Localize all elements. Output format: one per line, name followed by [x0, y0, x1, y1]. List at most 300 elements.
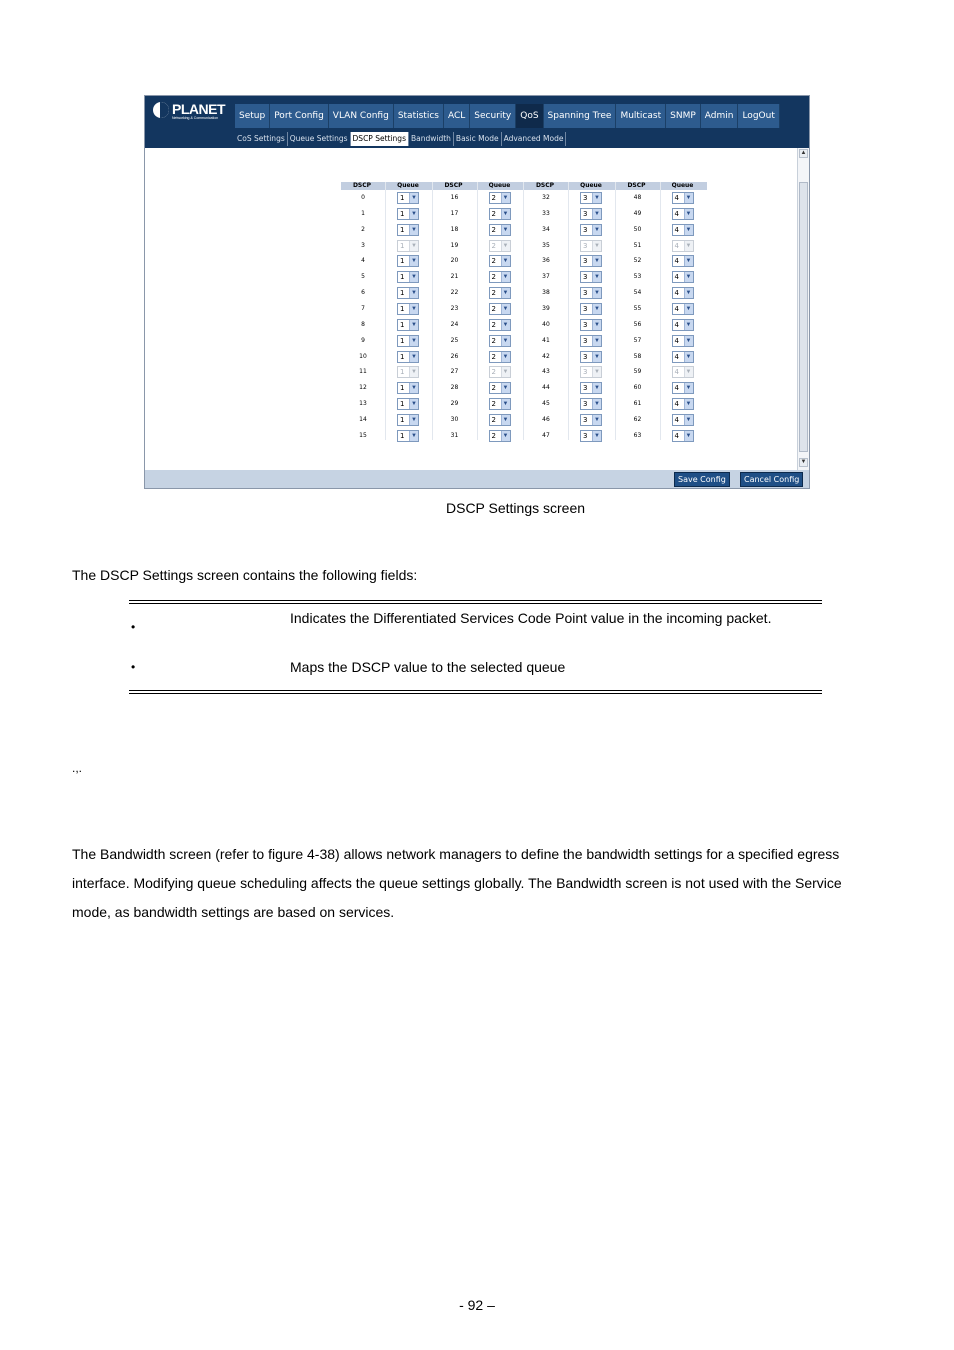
- dscp-value: 20: [450, 257, 459, 265]
- field-description: Maps the DSCP value to the selected queue: [290, 659, 566, 675]
- queue-select[interactable]: [580, 430, 602, 442]
- queue-select[interactable]: [397, 192, 419, 204]
- queue-select-value: 1: [400, 400, 405, 409]
- queue-select-value: 2: [491, 209, 496, 218]
- queue-select-value: 3: [583, 273, 588, 282]
- queue-select[interactable]: [580, 208, 602, 220]
- tab-advanced-mode[interactable]: Advanced Mode: [502, 132, 567, 146]
- chevron-down-icon: ▼: [592, 256, 601, 266]
- dscp-value: 43: [542, 368, 550, 376]
- dscp-value: 14: [359, 415, 367, 423]
- dscp-value: 60: [633, 384, 642, 392]
- queue-select[interactable]: [580, 224, 602, 236]
- chevron-down-icon: ▼: [501, 431, 510, 441]
- chevron-down-icon: ▼: [592, 288, 601, 298]
- dscp-value: 25: [450, 336, 459, 344]
- chevron-down-icon: ▼: [684, 256, 693, 266]
- queue-select[interactable]: [489, 271, 511, 283]
- chevron-down-icon: ▼: [501, 225, 510, 235]
- dscp-value: 58: [633, 352, 642, 360]
- queue-select[interactable]: [397, 382, 419, 394]
- nav-item-admin[interactable]: Admin: [701, 104, 739, 128]
- queue-select-value: 4: [674, 415, 679, 424]
- queue-select-value: 4: [674, 352, 679, 361]
- chevron-down-icon: ▼: [501, 241, 510, 251]
- main-nav: [235, 104, 780, 128]
- column-divider: [523, 182, 524, 440]
- chevron-down-icon: ▼: [684, 288, 693, 298]
- vertical-scrollbar[interactable]: [797, 148, 809, 470]
- queue-select-value: 2: [491, 320, 496, 329]
- chevron-down-icon: ▼: [592, 336, 601, 346]
- chevron-down-icon: ▼: [501, 272, 510, 282]
- content-area: [145, 148, 797, 470]
- tab-queue-settings[interactable]: Queue Settings: [288, 132, 351, 146]
- queue-select[interactable]: [672, 271, 694, 283]
- queue-select-value: 2: [491, 336, 496, 345]
- queue-select-value: 4: [674, 241, 679, 250]
- queue-select-value: 2: [491, 194, 496, 202]
- queue-select-value: 2: [491, 368, 496, 377]
- dscp-value: 8: [361, 320, 365, 328]
- queue-select[interactable]: [489, 430, 511, 442]
- chevron-down-icon: ▼: [684, 209, 693, 219]
- queue-select[interactable]: [397, 319, 419, 331]
- dscp-value: 26: [450, 352, 459, 360]
- dscp-value: 37: [542, 273, 550, 281]
- queue-select-value: 4: [674, 384, 679, 393]
- queue-select-value: 3: [583, 289, 588, 298]
- queue-select-value: 3: [583, 384, 588, 393]
- chevron-down-icon: ▼: [592, 367, 601, 377]
- dscp-value: 38: [542, 289, 550, 297]
- dscp-value: 55: [633, 304, 642, 312]
- dscp-value: 30: [450, 415, 459, 423]
- nav-item-statistics[interactable]: Statistics: [394, 104, 444, 128]
- chevron-down-icon: ▼: [409, 304, 418, 314]
- dscp-value: 5: [361, 273, 365, 281]
- queue-select[interactable]: [397, 271, 419, 283]
- chevron-down-icon: ▼: [592, 272, 601, 282]
- chevron-down-icon: ▼: [684, 304, 693, 314]
- chevron-down-icon: ▼: [684, 383, 693, 393]
- dscp-value: 53: [633, 273, 642, 281]
- chevron-down-icon: ▼: [409, 272, 418, 282]
- queue-select[interactable]: [672, 287, 694, 299]
- chevron-down-icon: ▼: [592, 193, 601, 203]
- table-top-rule-2: [129, 603, 822, 604]
- chevron-down-icon: ▼: [409, 225, 418, 235]
- chevron-down-icon: ▼: [501, 256, 510, 266]
- tab-cos-settings[interactable]: CoS Settings: [235, 132, 288, 146]
- queue-select[interactable]: [489, 255, 511, 267]
- chevron-down-icon: ▼: [592, 415, 601, 425]
- queue-select[interactable]: [672, 398, 694, 410]
- chevron-down-icon: ▼: [501, 336, 510, 346]
- queue-select-value: 3: [583, 400, 588, 409]
- dscp-value: 21: [450, 273, 459, 281]
- dscp-value: 44: [542, 384, 550, 392]
- queue-select[interactable]: [397, 208, 419, 220]
- queue-select-value: 2: [491, 431, 496, 440]
- queue-select[interactable]: [672, 382, 694, 394]
- dscp-value: 48: [633, 194, 642, 201]
- queue-select[interactable]: [580, 192, 602, 204]
- dscp-value: 56: [633, 320, 642, 328]
- queue-select[interactable]: [489, 208, 511, 220]
- dscp-value: 4: [361, 257, 365, 265]
- queue-select: [397, 240, 419, 252]
- chevron-down-icon: ▼: [409, 336, 418, 346]
- queue-select-value: 4: [674, 336, 679, 345]
- queue-select-value: 4: [674, 368, 679, 377]
- queue-select[interactable]: [672, 430, 694, 442]
- chevron-down-icon: ▼: [409, 383, 418, 393]
- chevron-down-icon: ▼: [501, 304, 510, 314]
- queue-select: [489, 240, 511, 252]
- dscp-value: 59: [633, 368, 642, 376]
- dscp-value: 13: [359, 400, 367, 408]
- tab-bandwidth[interactable]: Bandwidth: [409, 132, 454, 146]
- table-bottom-rule: [129, 690, 822, 691]
- dscp-value: 17: [450, 209, 459, 217]
- nav-item-logout[interactable]: LogOut: [738, 104, 779, 128]
- dscp-value: 15: [359, 431, 367, 439]
- queue-select-value: 3: [583, 368, 588, 377]
- queue-select[interactable]: [489, 287, 511, 299]
- table-header: [341, 182, 707, 190]
- queue-select-value: 3: [583, 320, 588, 329]
- scroll-down-icon[interactable]: ▼: [800, 459, 807, 465]
- dscp-value: 33: [542, 209, 550, 217]
- queue-select[interactable]: [397, 335, 419, 347]
- chevron-down-icon: ▼: [501, 193, 510, 203]
- nav-item-snmp[interactable]: SNMP: [666, 104, 701, 128]
- dscp-column-header: DSCP: [444, 182, 463, 189]
- nav-item-setup[interactable]: Setup: [235, 104, 270, 128]
- queue-select[interactable]: [489, 192, 511, 204]
- queue-select[interactable]: [489, 319, 511, 331]
- stray-mark: .,.: [72, 761, 83, 775]
- chevron-down-icon: ▼: [684, 272, 693, 282]
- queue-select[interactable]: [672, 351, 694, 363]
- queue-column-header: Queue: [488, 182, 511, 189]
- body-line: mode, as bandwidth settings are based on services.: [72, 904, 395, 920]
- queue-select[interactable]: [672, 208, 694, 220]
- dscp-value: 18: [450, 225, 459, 233]
- dscp-value: 3: [361, 241, 365, 249]
- figure-caption: DSCP Settings screen: [446, 500, 586, 516]
- chevron-down-icon: ▼: [409, 288, 418, 298]
- dscp-value: 41: [542, 336, 550, 344]
- chevron-down-icon: ▼: [409, 399, 418, 409]
- field-description: Indicates the Differentiated Services Code Point value in the incoming packet.: [290, 610, 772, 626]
- chevron-down-icon: ▼: [409, 352, 418, 362]
- column-divider: [385, 182, 386, 440]
- chevron-down-icon: ▼: [409, 209, 418, 219]
- dscp-value: 54: [633, 289, 642, 297]
- queue-column-header: Queue: [671, 182, 694, 189]
- queue-select-value: 3: [583, 352, 588, 361]
- dscp-value: 19: [450, 241, 459, 249]
- column-divider: [568, 182, 569, 440]
- dscp-value: 23: [450, 304, 459, 312]
- chevron-down-icon: ▼: [409, 256, 418, 266]
- queue-select-value: 4: [674, 289, 679, 298]
- queue-select[interactable]: [580, 414, 602, 426]
- queue-select-value: 2: [491, 289, 496, 298]
- dscp-value: 47: [542, 431, 550, 439]
- queue-column-header: Queue: [397, 182, 419, 189]
- dscp-value: 11: [359, 368, 367, 376]
- queue-select-value: 3: [583, 225, 588, 234]
- chevron-down-icon: ▼: [501, 209, 510, 219]
- body-line: interface. Modifying queue scheduling affects the queue settings globally. The Bandwidth screen is not used with the Service: [72, 875, 842, 891]
- bottom-action-bar: [145, 470, 809, 488]
- column-divider: [615, 182, 616, 440]
- queue-select-value: 3: [583, 194, 588, 202]
- queue-select[interactable]: [489, 414, 511, 426]
- chevron-down-icon: ▼: [684, 415, 693, 425]
- dscp-column-header: DSCP: [627, 182, 646, 189]
- chevron-down-icon: ▼: [684, 193, 693, 203]
- chevron-down-icon: ▼: [684, 367, 693, 377]
- nav-item-port-config[interactable]: Port Config: [270, 104, 329, 128]
- dscp-value: 29: [450, 400, 459, 408]
- cancel-config-button[interactable]: Cancel Config: [740, 472, 803, 487]
- chevron-down-icon: ▼: [501, 320, 510, 330]
- queue-select[interactable]: [489, 303, 511, 315]
- queue-select[interactable]: [580, 398, 602, 410]
- dscp-value: 6: [361, 289, 365, 297]
- queue-select[interactable]: [489, 398, 511, 410]
- dscp-value: 40: [542, 320, 550, 328]
- queue-select-value: 4: [674, 400, 679, 409]
- chevron-down-icon: ▼: [501, 367, 510, 377]
- dscp-value: 27: [450, 368, 459, 376]
- queue-select[interactable]: [580, 271, 602, 283]
- page-number: - 92 –: [459, 1297, 495, 1313]
- nav-item-multicast[interactable]: Multicast: [616, 104, 666, 128]
- save-config-button[interactable]: Save Config: [674, 472, 730, 487]
- chevron-down-icon: ▼: [684, 399, 693, 409]
- dscp-value: 0: [361, 194, 365, 201]
- dscp-value: 49: [633, 209, 642, 217]
- queue-select-value: 1: [400, 241, 405, 250]
- queue-select[interactable]: [397, 303, 419, 315]
- queue-select-value: 2: [491, 241, 496, 250]
- queue-select[interactable]: [489, 351, 511, 363]
- queue-select[interactable]: [397, 351, 419, 363]
- queue-select[interactable]: [580, 255, 602, 267]
- queue-select[interactable]: [489, 224, 511, 236]
- queue-select[interactable]: [397, 224, 419, 236]
- queue-select-value: 2: [491, 400, 496, 409]
- chevron-down-icon: ▼: [684, 431, 693, 441]
- queue-select-value: 4: [674, 431, 679, 440]
- queue-select[interactable]: [489, 382, 511, 394]
- queue-select-value: 2: [491, 415, 496, 424]
- logo-tagline: Networking & Communication: [172, 116, 219, 120]
- chevron-down-icon: ▼: [684, 352, 693, 362]
- queue-select-value: 1: [400, 289, 405, 298]
- chevron-down-icon: ▼: [684, 320, 693, 330]
- queue-select[interactable]: [397, 430, 419, 442]
- table-bottom-rule-2: [129, 693, 822, 694]
- field-bullet: •: [131, 660, 136, 674]
- queue-select-value: 1: [400, 384, 405, 393]
- tab-basic-mode[interactable]: Basic Mode: [454, 132, 502, 146]
- dscp-settings-screenshot: [144, 95, 810, 489]
- dscp-value: 57: [633, 336, 642, 344]
- dscp-value: 16: [450, 194, 459, 201]
- dscp-value: 28: [450, 384, 459, 392]
- queue-select-value: 2: [491, 304, 496, 313]
- queue-select-value: 4: [674, 225, 679, 234]
- nav-item-qos[interactable]: QoS: [516, 104, 543, 128]
- dscp-value: 31: [450, 431, 459, 439]
- queue-column-header: Queue: [580, 182, 602, 189]
- queue-select-value: 1: [400, 194, 405, 202]
- chevron-down-icon: ▼: [592, 431, 601, 441]
- chevron-down-icon: ▼: [409, 320, 418, 330]
- queue-select-value: 3: [583, 209, 588, 218]
- dscp-value: 34: [542, 225, 550, 233]
- queue-select[interactable]: [397, 255, 419, 267]
- queue-select-value: 1: [400, 225, 405, 234]
- queue-select[interactable]: [672, 414, 694, 426]
- queue-select[interactable]: [580, 351, 602, 363]
- dscp-value: 63: [633, 431, 642, 439]
- queue-select[interactable]: [580, 335, 602, 347]
- queue-select[interactable]: [672, 335, 694, 347]
- queue-select[interactable]: [397, 398, 419, 410]
- chevron-down-icon: ▼: [501, 288, 510, 298]
- queue-select-value: 1: [400, 431, 405, 440]
- body-line: The Bandwidth screen (refer to figure 4-38) allows network managers to define the bandwidth settings for a specified egress: [72, 846, 840, 862]
- chevron-down-icon: ▼: [592, 241, 601, 251]
- queue-select-value: 1: [400, 368, 405, 377]
- scrollbar-thumb[interactable]: [799, 182, 808, 452]
- planet-logo: [153, 101, 233, 123]
- chevron-down-icon: ▼: [501, 415, 510, 425]
- queue-select-value: 1: [400, 320, 405, 329]
- chevron-down-icon: ▼: [684, 225, 693, 235]
- queue-select-value: 1: [400, 273, 405, 282]
- chevron-down-icon: ▼: [409, 193, 418, 203]
- queue-select-value: 3: [583, 257, 588, 266]
- dscp-value: 12: [359, 384, 367, 392]
- chevron-down-icon: ▼: [592, 352, 601, 362]
- dscp-value: 7: [361, 304, 365, 312]
- dscp-value: 36: [542, 257, 550, 265]
- queue-select[interactable]: [580, 319, 602, 331]
- queue-select[interactable]: [580, 287, 602, 299]
- queue-select-value: 1: [400, 209, 405, 218]
- dscp-value: 32: [542, 194, 550, 201]
- nav-item-acl[interactable]: ACL: [444, 104, 470, 128]
- dscp-value: 22: [450, 289, 459, 297]
- top-navigation-bar: [145, 96, 809, 148]
- queue-select[interactable]: [580, 382, 602, 394]
- dscp-value: 10: [359, 352, 367, 360]
- dscp-value: 46: [542, 415, 550, 423]
- nav-item-vlan-config[interactable]: VLAN Config: [329, 104, 394, 128]
- queue-select-value: 4: [674, 194, 679, 202]
- chevron-down-icon: ▼: [684, 336, 693, 346]
- chevron-down-icon: ▼: [501, 399, 510, 409]
- intro-paragraph: The DSCP Settings screen contains the following fields:: [72, 567, 418, 583]
- queue-select-value: 3: [583, 241, 588, 250]
- dscp-value: 42: [542, 352, 550, 360]
- column-divider: [432, 182, 433, 440]
- queue-select-value: 4: [674, 257, 679, 266]
- queue-select: [580, 366, 602, 378]
- queue-select-value: 1: [400, 336, 405, 345]
- dscp-value: 62: [633, 415, 642, 423]
- queue-select-value: 2: [491, 257, 496, 266]
- chevron-down-icon: ▼: [409, 367, 418, 377]
- queue-select[interactable]: [672, 224, 694, 236]
- queue-select[interactable]: [672, 319, 694, 331]
- chevron-down-icon: ▼: [501, 383, 510, 393]
- dscp-value: 1: [361, 209, 365, 217]
- dscp-value: 61: [633, 400, 642, 408]
- queue-select: [397, 366, 419, 378]
- dscp-value: 52: [633, 257, 642, 265]
- queue-select-value: 2: [491, 352, 496, 361]
- chevron-down-icon: ▼: [592, 320, 601, 330]
- chevron-down-icon: ▼: [409, 431, 418, 441]
- dscp-value: 39: [542, 304, 550, 312]
- nav-item-spanning-tree[interactable]: Spanning Tree: [544, 104, 617, 128]
- chevron-down-icon: ▼: [409, 415, 418, 425]
- field-bullet: •: [131, 620, 136, 634]
- logo-brand: PLANET: [172, 101, 225, 117]
- queue-select-value: 4: [674, 304, 679, 313]
- queue-select[interactable]: [672, 303, 694, 315]
- chevron-down-icon: ▼: [592, 209, 601, 219]
- planet-logo-icon: [153, 102, 169, 118]
- queue-select: [489, 366, 511, 378]
- queue-select[interactable]: [672, 255, 694, 267]
- dscp-value: 2: [361, 225, 365, 233]
- chevron-down-icon: ▼: [592, 399, 601, 409]
- dscp-value: 50: [633, 225, 642, 233]
- queue-select-value: 3: [583, 336, 588, 345]
- queue-select[interactable]: [397, 287, 419, 299]
- table-top-rule: [129, 600, 822, 601]
- tab-dscp-settings[interactable]: DSCP Settings: [351, 132, 409, 146]
- scroll-up-icon[interactable]: ▲: [800, 150, 807, 156]
- queue-select-value: 1: [400, 415, 405, 424]
- chevron-down-icon: ▼: [409, 241, 418, 251]
- queue-select[interactable]: [489, 335, 511, 347]
- dscp-value: 35: [542, 241, 550, 249]
- queue-select-value: 2: [491, 384, 496, 393]
- queue-select[interactable]: [672, 192, 694, 204]
- chevron-down-icon: ▼: [684, 241, 693, 251]
- queue-select[interactable]: [580, 303, 602, 315]
- nav-item-security[interactable]: Security: [470, 104, 516, 128]
- queue-select-value: 4: [674, 320, 679, 329]
- queue-select: [580, 240, 602, 252]
- queue-select: [672, 240, 694, 252]
- dscp-value: 45: [542, 400, 550, 408]
- dscp-column-header: DSCP: [352, 182, 372, 189]
- queue-select-value: 1: [400, 304, 405, 313]
- queue-select[interactable]: [397, 414, 419, 426]
